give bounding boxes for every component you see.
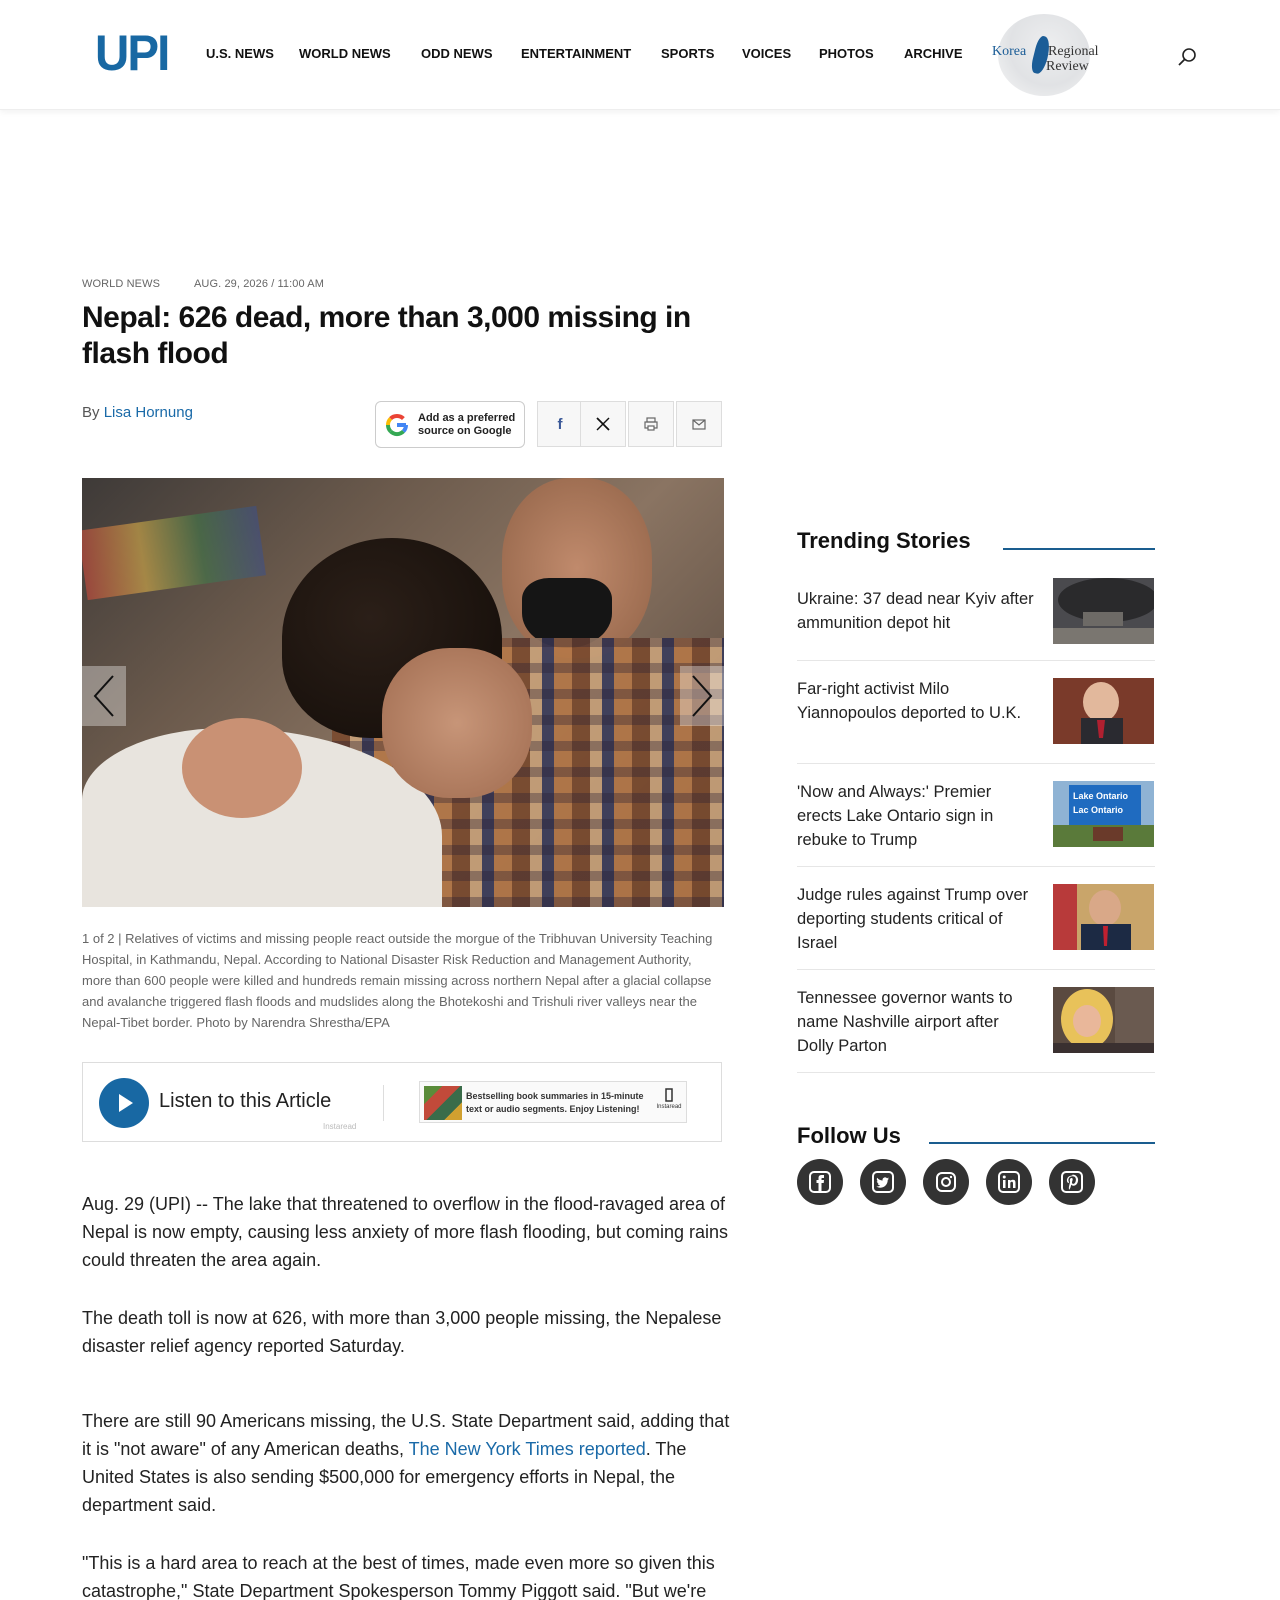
pinterest-icon <box>1060 1170 1084 1194</box>
korea-regional-review-logo[interactable] <box>990 14 1110 96</box>
trending-thumbnail <box>1053 884 1154 950</box>
instagram-follow-button[interactable] <box>923 1159 969 1205</box>
facebook-icon <box>808 1170 832 1194</box>
paragraph: The death toll is now at 626, with more than 3,000 people missing, the Nepalese disaster relief agency reported Saturday. <box>82 1308 722 1356</box>
twitter-follow-button[interactable] <box>860 1159 906 1205</box>
author-link[interactable]: Lisa Hornung <box>103 404 193 421</box>
trending-item-title: Far-right activist Milo Yiannopoulos deported to U.K. <box>797 680 1022 722</box>
ad-instaread-logo <box>656 1088 682 1118</box>
paragraph <box>82 1407 730 1519</box>
nav-voices[interactable]: VOICES <box>742 46 792 61</box>
printer-icon <box>643 416 659 432</box>
trending-thumbnail <box>1053 678 1154 744</box>
krr-word-korea: Korea <box>992 44 1027 59</box>
photo-caption: 1 of 2 | Relatives of victims and missing people react outside the morgue of the Tribhuvan University Teaching Hospital, in Kathmandu, Nepal. According to National Disaster Risk Reduction and Management Authority, more than 600 people were killed and hundreds remain missing across northern Nepal after a glacial collapse and avalanche triggered flash floods and mudslides along the Bhotekoshi and Trishuli river valleys near the Nepal-Tibet border. Photo by Narendra Shrestha/EPA <box>82 931 713 1030</box>
photo-face <box>382 648 532 798</box>
google-button-line2: source on Google <box>418 424 512 437</box>
paragraph: Aug. 29 (UPI) -- The lake that threatened to overflow in the flood-ravaged area of Nepal is now empty, causing less anxiety of more flash flooding, but coming rains could threaten the area again. <box>82 1194 728 1270</box>
trending-thumbnail <box>1053 987 1154 1053</box>
listen-label: Listen to this Article <box>159 1090 332 1112</box>
trending-item[interactable] <box>797 678 1155 764</box>
google-button-label <box>418 412 515 438</box>
paragraph-text: There are still 90 Americans missing, the U.S. State Department said, adding that it is "not aware" of any American deaths, <box>82 1411 730 1459</box>
upi-logo[interactable]: UPI <box>95 25 169 81</box>
ad-brand-name: Instaread <box>656 1104 682 1110</box>
twitter-icon <box>871 1170 895 1194</box>
krr-word-review: Review <box>1046 59 1089 74</box>
email-share-button[interactable] <box>676 401 722 447</box>
nyt-link[interactable]: The New York Times reported <box>408 1439 646 1459</box>
trending-item-title: Tennessee governor wants to name Nashville airport after Dolly Parton <box>797 989 1013 1055</box>
listen-divider <box>383 1085 384 1121</box>
nav-odd-news[interactable]: ODD NEWS <box>421 46 493 61</box>
facebook-icon: f <box>557 415 563 433</box>
photo-prev-button[interactable] <box>82 666 126 726</box>
krr-word-regional: Regional <box>1048 44 1099 59</box>
nav-archive[interactable]: ARCHIVE <box>904 46 963 61</box>
instaread-brand: Instaread <box>323 1122 357 1131</box>
photo-hand <box>182 718 302 818</box>
trending-item[interactable] <box>797 781 1155 867</box>
trending-item[interactable] <box>797 884 1155 970</box>
trending-item-title: Ukraine: 37 dead near Kyiv after ammunition depot hit <box>797 590 1034 632</box>
google-button-line1: Add as a preferred <box>418 411 516 424</box>
ad-book-thumbnails <box>424 1086 462 1120</box>
trending-item[interactable] <box>797 987 1155 1073</box>
chevron-right-icon <box>689 674 715 718</box>
instagram-icon <box>934 1170 958 1194</box>
trending-item-title: Judge rules against Trump over deporting students critical of Israel <box>797 886 1029 952</box>
trending-thumbnail <box>1053 578 1154 644</box>
google-preferred-source-button[interactable] <box>375 401 525 448</box>
site-header <box>0 0 1280 110</box>
linkedin-follow-button[interactable] <box>986 1159 1032 1205</box>
byline-prefix: By <box>82 404 104 421</box>
sign-text-french: Lac Ontario <box>1073 805 1124 815</box>
trending-title: Trending Stories <box>797 528 971 553</box>
byline <box>82 404 193 421</box>
trending-item[interactable] <box>797 578 1155 661</box>
facebook-share-button[interactable] <box>537 401 583 447</box>
paragraph-text: . The United States is also sending $500,000 for emergency efforts in Nepal, the department said. <box>82 1439 687 1515</box>
trending-thumbnail <box>1053 781 1154 847</box>
envelope-icon <box>691 416 707 432</box>
print-button[interactable] <box>628 401 674 447</box>
paragraph: "This is a hard area to reach at the best of times, made even more so given this catastrophe," State Department Spokesperson Tommy Piggott said. "But we're <box>82 1553 715 1600</box>
chevron-left-icon <box>91 674 117 718</box>
listen-widget <box>82 1062 722 1142</box>
pinterest-follow-button[interactable] <box>1049 1159 1095 1205</box>
nav-entertainment[interactable]: ENTERTAINMENT <box>521 46 632 61</box>
follow-title: Follow Us <box>797 1123 901 1148</box>
linkedin-icon <box>997 1170 1021 1194</box>
facebook-follow-button[interactable] <box>797 1159 843 1205</box>
trending-item-title: 'Now and Always:' Premier erects Lake Ontario sign in rebuke to Trump <box>797 783 994 849</box>
play-button[interactable] <box>99 1078 149 1128</box>
article-category[interactable]: WORLD NEWS <box>82 278 160 290</box>
article-date: AUG. 29, 2026 / 11:00 AM <box>194 278 324 290</box>
photo-next-button[interactable] <box>680 666 724 726</box>
instaread-icon <box>664 1088 674 1102</box>
x-icon <box>595 416 611 432</box>
article-headline: Nepal: 626 dead, more than 3,000 missing in flash flood <box>82 301 691 370</box>
listen-ad[interactable] <box>419 1081 687 1123</box>
article-meta <box>82 278 324 290</box>
nav-us-news[interactable]: U.S. NEWS <box>206 46 274 61</box>
article-body <box>82 1190 730 1600</box>
search-icon[interactable] <box>1177 46 1199 68</box>
nav-photos[interactable]: PHOTOS <box>819 46 874 61</box>
nav-sports[interactable]: SPORTS <box>661 46 715 61</box>
google-icon <box>384 412 410 438</box>
x-share-button[interactable] <box>580 401 626 447</box>
trending-title-rule <box>1003 548 1155 550</box>
sign-text-english: Lake Ontario <box>1073 791 1129 801</box>
follow-title-rule <box>929 1142 1155 1144</box>
article-photo <box>82 478 724 907</box>
ad-text: Bestselling book summaries in 15-minute text or audio segments. Enjoy Listening! <box>466 1091 644 1114</box>
nav-world-news[interactable]: WORLD NEWS <box>299 46 391 61</box>
